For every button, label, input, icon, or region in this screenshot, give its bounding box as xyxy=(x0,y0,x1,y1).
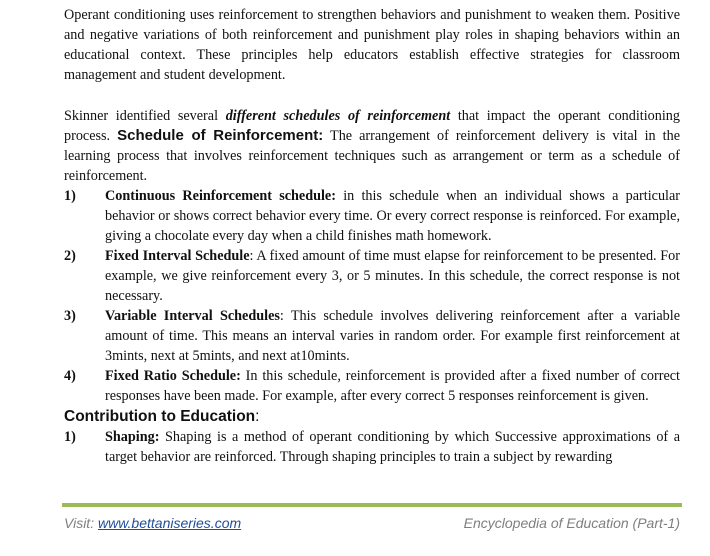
list-item-text: In this schedule, reinforcement is provided after a fixed number of correct responses have been made. For example, after every correct 5 responses reinforcement is given. xyxy=(105,368,680,404)
list-number: 1) xyxy=(64,188,76,204)
list-item xyxy=(64,306,680,366)
list-number: 4) xyxy=(64,368,76,384)
list-item-title: Continuous Reinforcement schedule: xyxy=(105,188,336,204)
list-item-title: Fixed Interval Schedule xyxy=(105,248,250,264)
list-item xyxy=(64,246,680,306)
list-item-text: Shaping is a method of operant conditioning by which Successive approximations of a target behavior are reinforced. Through shaping principles to train a subject by rewarding xyxy=(105,429,680,465)
list-number: 1) xyxy=(64,429,76,445)
section-heading xyxy=(64,406,680,427)
list-item xyxy=(64,427,680,467)
schedules-intro-paragraph xyxy=(64,106,680,186)
footer-book-title: Encyclopedia of Education (Part-1) xyxy=(463,515,680,531)
list-number: 2) xyxy=(64,248,76,264)
paragraph-gap xyxy=(64,85,680,106)
list-item-title: Variable Interval Schedules xyxy=(105,308,280,324)
list-item xyxy=(64,186,680,246)
schedules-emphasis: different schedules of reinforcement xyxy=(225,108,451,124)
footer-website-link[interactable]: www.bettaniseries.com xyxy=(97,515,242,531)
footer-visit-label: Visit: xyxy=(64,515,98,531)
schedule-definition-term: Schedule of Reinforcement: xyxy=(117,127,324,144)
footer-divider xyxy=(62,503,682,507)
list-item-title: Fixed Ratio Schedule: xyxy=(105,368,241,384)
schedule-definition-text: The arrangement of reinforcement delivery is vital in the learning process that involves reinforcement techniques such as arrangement or term as a schedule of reinforcement. xyxy=(64,128,681,184)
intro-paragraph: Operant conditioning uses reinforcement to strengthen behaviors and punishment to weaken them. Positive and negative variations of both reinforcement and punishment play roles in shaping behaviors within an educational context. These principles help educators establish effective strategies for classroom management and student development. xyxy=(64,7,680,83)
list-item-text: in this schedule when an individual shows a particular behavior or shows correct behavior every time. Or every correct response is reinforced. For example, giving a chocolate every day when a child finishes math homework. xyxy=(105,188,681,244)
list-item-text: : A fixed amount of time must elapse for reinforcement to be presented. For example, we give reinforcement every 3, or 5 minutes. In this schedule, the correct response is not necessary. xyxy=(105,248,680,304)
intro-text-start: Skinner identified several xyxy=(64,108,226,124)
section-heading-colon: : xyxy=(255,408,260,425)
intro-text-mid: that impact the operant conditioning process. xyxy=(64,108,680,144)
list-item-title: Shaping: xyxy=(105,429,160,445)
footer-visit xyxy=(64,515,241,531)
list-item-text: : This schedule involves delivering reinforcement after a variable amount of time. This means an interval varies in random order. For example first reinforcement at 3mints, next at 5mints, and next at10mints. xyxy=(105,308,680,364)
list-number: 3) xyxy=(64,308,76,324)
page-body xyxy=(64,5,680,467)
list-item xyxy=(64,366,680,406)
section-heading-text: Contribution to Education xyxy=(64,408,256,425)
